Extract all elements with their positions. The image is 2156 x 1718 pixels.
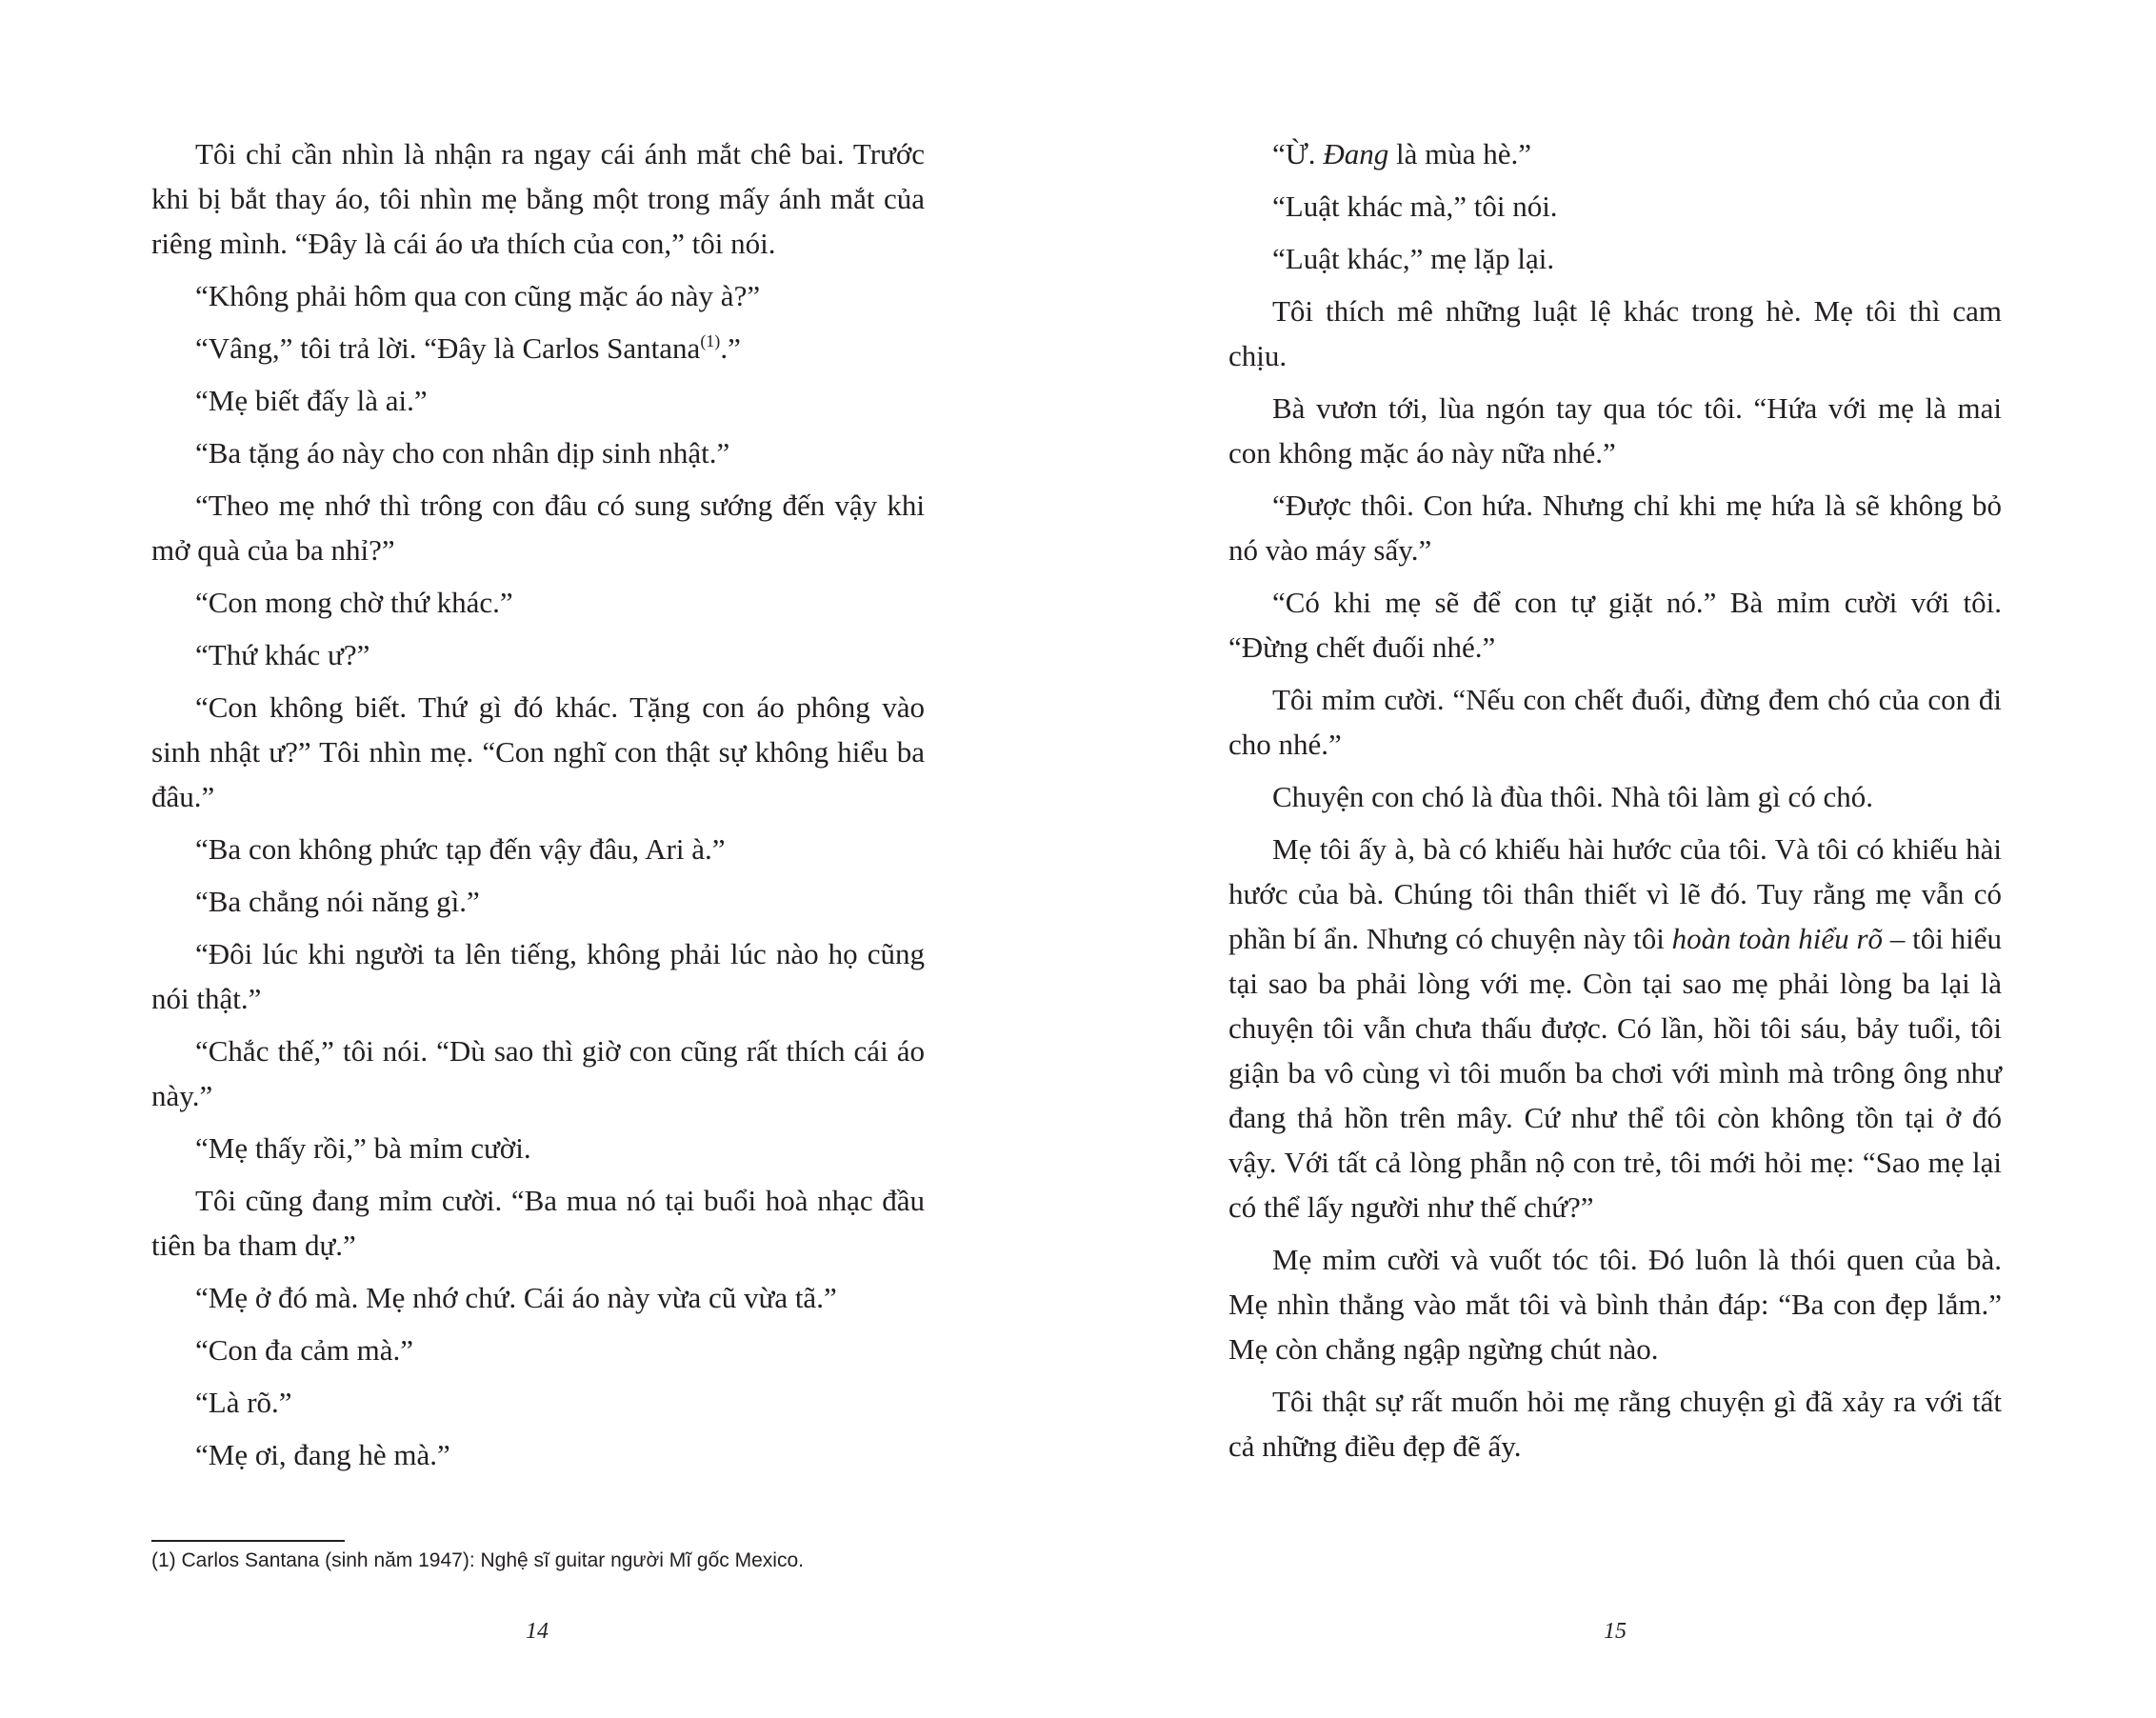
paragraph: Chuyện con chó là đùa thôi. Nhà tôi làm gì có chó. xyxy=(1272,780,1874,813)
paragraph: Tôi chỉ cần nhìn là nhận ra ngay cái ánh mắt chê bai. Trước khi bị bắt thay áo, tôi nhìn mẹ bằng một trong mấy ánh mắt của riêng mình. “Đây là cái áo ưa thích của con,” tôi nói. xyxy=(151,137,925,260)
paragraph: “Mẹ biết đấy là ai.” xyxy=(195,384,428,417)
paragraph: “Con không biết. Thứ gì đó khác. Tặng con áo phông vào sinh nhật ư?” Tôi nhìn mẹ. “Con nghĩ con thật sự không hiểu ba đâu.” xyxy=(151,690,925,813)
paragraph: “Ba chẳng nói năng gì.” xyxy=(195,885,480,918)
paragraph: Tôi thật sự rất muốn hỏi mẹ rằng chuyện gì đã xảy ra với tất cả những điều đẹp đẽ ấy. xyxy=(1228,1385,2002,1463)
paragraph: “Không phải hôm qua con cũng mặc áo này à?” xyxy=(195,279,761,312)
paragraph: Tôi mỉm cười. “Nếu con chết đuối, đừng đem chó của con đi cho nhé.” xyxy=(1228,683,2002,761)
paragraph: Tôi thích mê những luật lệ khác trong hè. Mẹ tôi thì cam chịu. xyxy=(1228,294,2002,372)
page-number-right: 15 xyxy=(1604,1619,1627,1644)
paragraph: “Con đa cảm mà.” xyxy=(195,1333,413,1367)
footnote-marker: (1) xyxy=(700,331,721,350)
paragraph: “Có khi mẹ sẽ để con tự giặt nó.” Bà mỉm cười với tôi. “Đừng chết đuối nhé.” xyxy=(1228,586,2002,664)
paragraph: “Chắc thế,” tôi nói. “Dù sao thì giờ con cũng rất thích cái áo này.” xyxy=(151,1034,925,1112)
paragraph: “Được thôi. Con hứa. Nhưng chỉ khi mẹ hứa là sẽ không bỏ nó vào máy sấy.” xyxy=(1228,489,2002,567)
paragraph: “Con mong chờ thứ khác.” xyxy=(195,586,513,619)
paragraph: “Theo mẹ nhớ thì trông con đâu có sung sướng đến vậy khi mở quà của ba nhỉ?” xyxy=(151,489,925,567)
paragraph-text: “Vâng,” tôi trả lời. “Đây là Carlos Santana xyxy=(195,331,701,365)
right-page-text xyxy=(1228,131,2002,1476)
paragraph: Mẹ mỉm cười và vuốt tóc tôi. Đó luôn là thói quen của bà. Mẹ nhìn thẳng vào mắt tôi và bình thản đáp: “Ba con đẹp lắm.” Mẹ còn chẳng ngập ngừng chút nào. xyxy=(1228,1243,2002,1366)
paragraph: “Mẹ ở đó mà. Mẹ nhớ chứ. Cái áo này vừa cũ vừa tã.” xyxy=(195,1281,837,1314)
paragraph: “Ba con không phức tạp đến vậy đâu, Ari à.” xyxy=(195,832,726,866)
italic-text: hoàn toàn hiểu rõ xyxy=(1671,922,1884,955)
paragraph-tail: .” xyxy=(720,331,741,365)
paragraph-santana xyxy=(151,326,925,370)
paragraph: “Ba tặng áo này cho con nhân dịp sinh nhật.” xyxy=(195,436,730,469)
paragraph: “Đôi lúc khi người ta lên tiếng, không phải lúc nào họ cũng nói thật.” xyxy=(151,937,925,1015)
paragraph-long xyxy=(1228,827,2002,1229)
paragraph: “Mẹ ơi, đang hè mà.” xyxy=(195,1438,450,1471)
paragraph-text: – tôi hiểu tại sao ba phải lòng với mẹ. Còn tại sao mẹ phải lòng ba lại là chuyện tôi vẫn chưa thấu được. Có lần, hồi tôi sáu, bảy tuổi, tôi giận ba vô cùng vì tôi muốn ba chơi với mình mà trông ông như đang thả hồn trên mây. Cứ như thể tôi còn không tồn tại ở đó vậy. Với tất cả lòng phẫn nộ con trẻ, tôi mới hỏi mẹ: “Sao mẹ lại có thể lấy người như thế chứ?” xyxy=(1228,922,2002,1224)
page-number-left: 14 xyxy=(526,1619,549,1644)
paragraph: Bà vươn tới, lùa ngón tay qua tóc tôi. “Hứa với mẹ là mai con không mặc áo này nữa nhé.” xyxy=(1228,391,2002,469)
paragraph-dang xyxy=(1228,131,2002,176)
paragraph: “Là rõ.” xyxy=(195,1386,292,1419)
italic-text: Đang xyxy=(1323,137,1389,170)
paragraph: “Luật khác mà,” tôi nói. xyxy=(1272,190,1558,223)
paragraph: “Thứ khác ư?” xyxy=(195,638,370,671)
left-page-text xyxy=(151,131,925,1485)
paragraph-text: là mùa hè.” xyxy=(1388,137,1531,170)
paragraph-text: Mẹ tôi ấy à, bà có khiếu hài hước của tôi. Và tôi có khiếu hài hước của bà. Chúng tôi thân thiết vì lẽ đó. Tuy rằng mẹ vẫn có phần bí ẩn. Nhưng có chuyện này tôi xyxy=(1228,832,2002,955)
paragraph: Tôi cũng đang mỉm cười. “Ba mua nó tại buổi hoà nhạc đầu tiên ba tham dự.” xyxy=(151,1184,925,1262)
paragraph: “Mẹ thấy rồi,” bà mỉm cười. xyxy=(195,1131,531,1165)
footnote-divider xyxy=(151,1540,345,1542)
footnote: (1) Carlos Santana (sinh năm 1947): Nghệ sĩ guitar người Mĩ gốc Mexico. xyxy=(151,1549,804,1571)
paragraph-text: “Ừ. xyxy=(1272,137,1324,170)
paragraph: “Luật khác,” mẹ lặp lại. xyxy=(1272,242,1555,275)
right-page xyxy=(1078,0,2156,1718)
